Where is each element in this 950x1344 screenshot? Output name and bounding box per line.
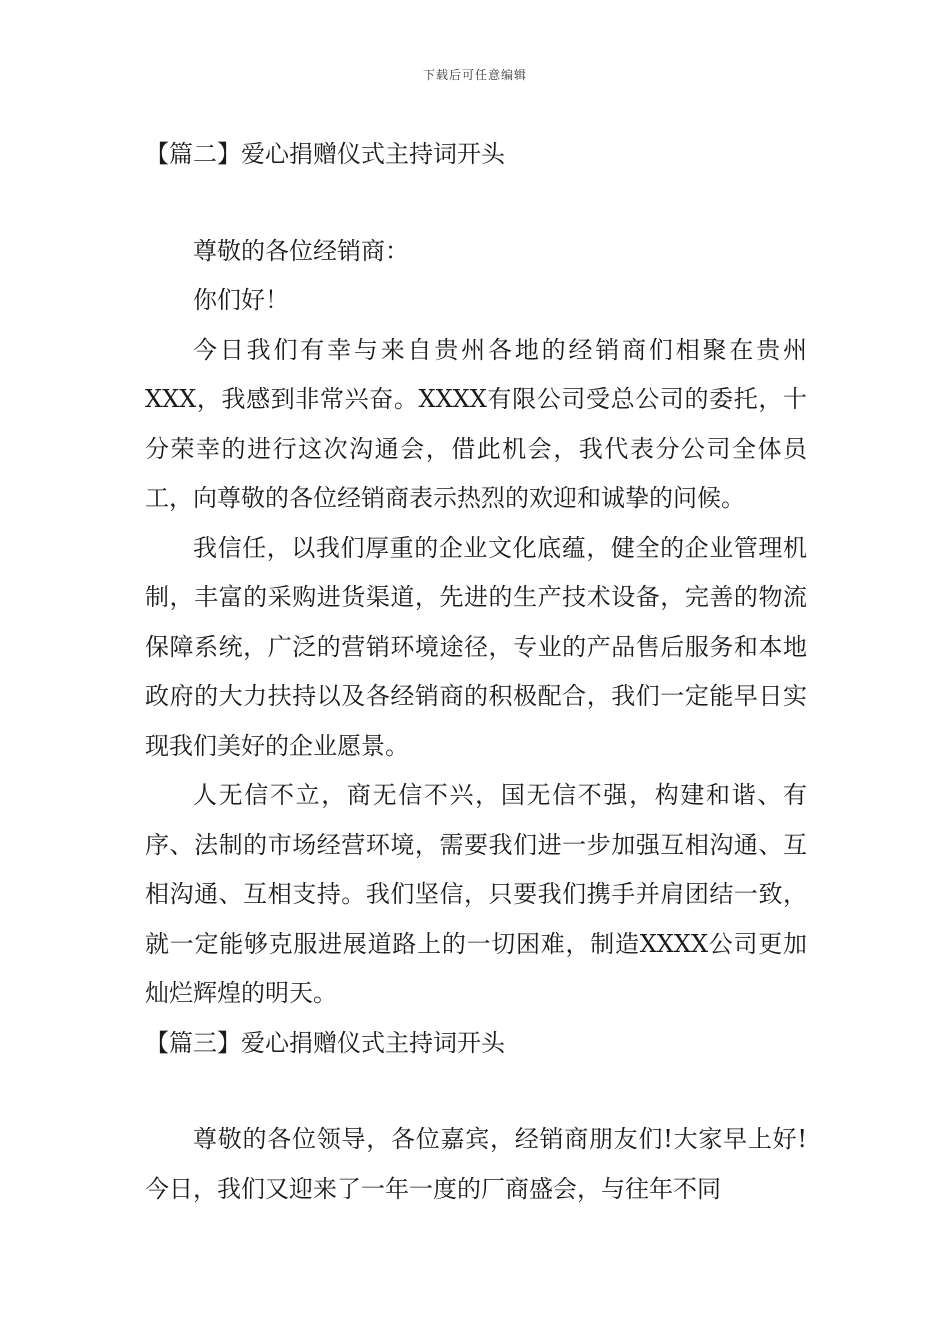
section-heading: 【篇三】爱心捐赠仪式主持词开头 [145, 1028, 505, 1057]
page-header: 下载后可任意编辑 [422, 68, 527, 82]
salutation: 尊敬的各位经销商： [193, 236, 409, 265]
section-heading: 【篇二】爱心捐赠仪式主持词开头 [145, 140, 505, 168]
paragraph: 我信任，以我们厚重的企业文化底蕴，健全的企业管理机制，丰富的采购进货渠道，先进的生产技术设备，完善的物流保障系统，广泛的营销环境途径，专业的产品售后服务和本地政府的大力扶持以及各经销商的积极配合，我们一定能早日实现我们美好的企业愿景。 [145, 533, 807, 760]
document-body [145, 130, 807, 1214]
paragraph: 尊敬的各位领导，各位嘉宾，经销商朋友们!大家早上好!今日，我们又迎来了一年一度的厂商盛会，与往年不同 [145, 1125, 807, 1203]
paragraph: 今日我们有幸与来自贵州各地的经销商们相聚在贵州XXX，我感到非常兴奋。XXXX有限公司受总公司的委托，十分荣幸的进行这次沟通会，借此机会，我代表分公司全体员工，向尊敬的各位经销商表示热烈的欢迎和诚挚的问候。 [145, 335, 807, 512]
greeting: 你们好！ [193, 286, 289, 314]
paragraph: 人无信不立，商无信不兴，国无信不强，构建和谐、有序、法制的市场经营环境，需要我们进一步加强互相沟通、互相沟通、互相支持。我们坚信，只要我们携手并肩团结一致，就一定能够克服进展道路上的一切困难，制造XXXX公司更加灿烂辉煌的明天。 [145, 781, 807, 1007]
